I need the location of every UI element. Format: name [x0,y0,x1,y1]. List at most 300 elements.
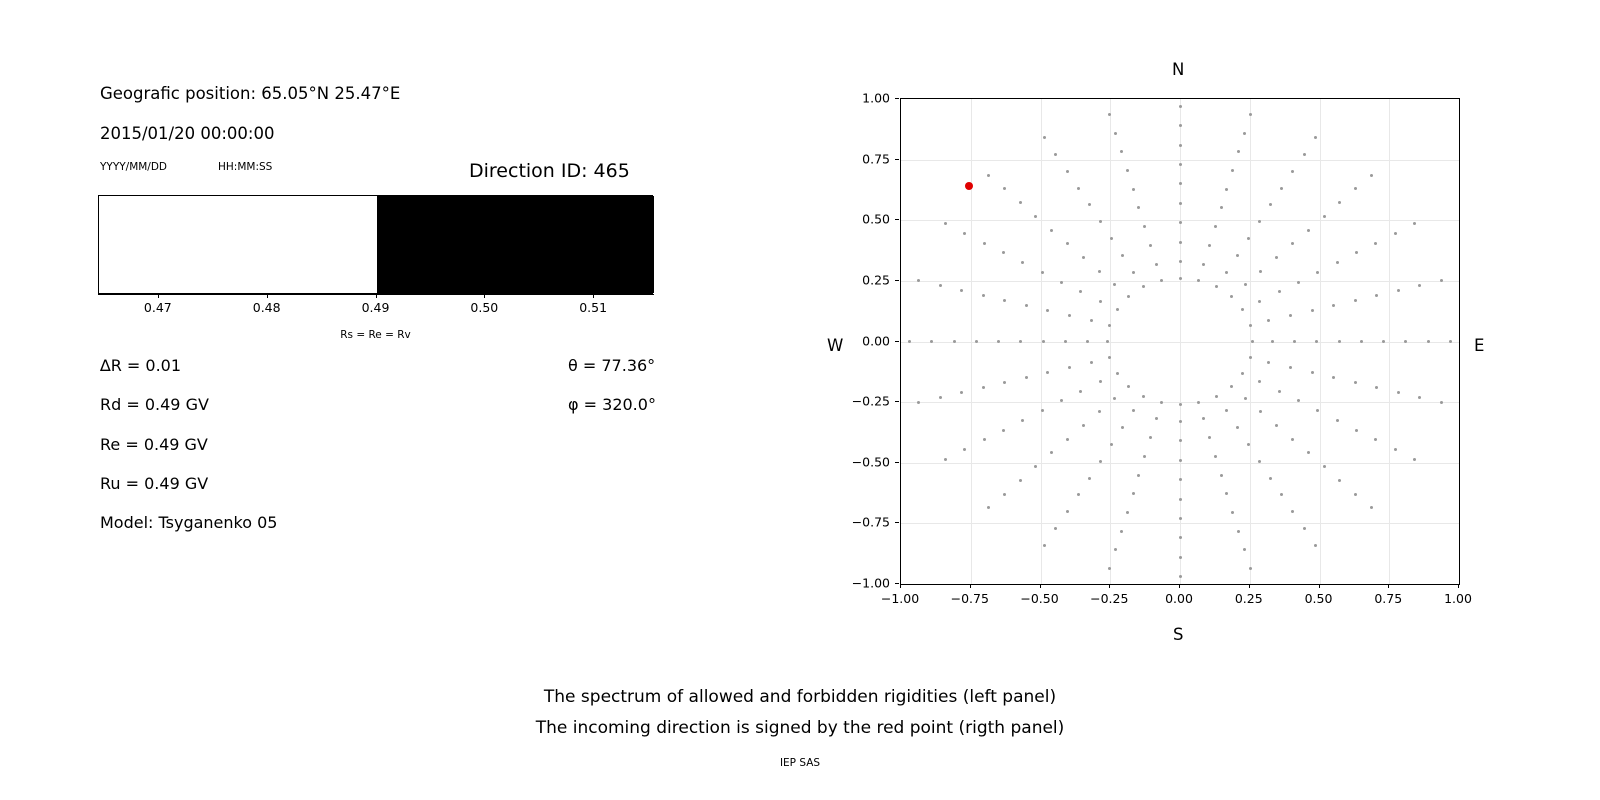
spectrum-tick-label: 0.51 [579,300,608,315]
direction-dot [1269,203,1272,206]
direction-dot [1336,419,1339,422]
spectrum-tick [158,294,159,298]
direction-dot [1354,299,1357,302]
direction-dot [1132,271,1135,274]
direction-dot [963,448,966,451]
direction-dot [1237,150,1240,153]
direction-dot [1046,371,1049,374]
x-axis-tick-label: 0.75 [1374,591,1403,606]
direction-dot [1374,438,1377,441]
direction-dot [1370,506,1373,509]
direction-dot [1243,548,1246,551]
direction-dot [997,340,1000,343]
direction-dot [1225,492,1228,495]
direction-dot [1060,281,1063,284]
direction-dot [1291,170,1294,173]
direction-dot [1202,263,1205,266]
direction-dot [1149,436,1152,439]
direction-dot [1137,474,1140,477]
direction-dot [1079,290,1082,293]
direction-dot [1155,263,1158,266]
direction-dot [963,232,966,235]
x-axis-tick [1179,584,1180,588]
direction-dot [1332,376,1335,379]
direction-dot [1418,396,1421,399]
direction-dot [1249,567,1252,570]
direction-dot [1179,459,1182,462]
direction-dot [1278,290,1281,293]
direction-dot [1197,401,1200,404]
direction-dot [953,340,956,343]
direction-dot [1003,187,1006,190]
direction-dot [1041,409,1044,412]
direction-dot [1120,530,1123,533]
direction-dot [1068,366,1071,369]
geographic-position-label: Geografic position: 65.05°N 25.47°E [100,84,401,103]
spectrum-tick-label: 0.49 [361,300,390,315]
direction-dot [1179,575,1182,578]
x-axis-tick-label: −0.25 [1090,591,1129,606]
direction-dot [1179,420,1182,423]
direction-dot [1042,340,1045,343]
re-value: Re = 0.49 GV [100,435,208,454]
direction-dot [1289,366,1292,369]
direction-dot [1338,340,1341,343]
direction-dot [1064,340,1067,343]
direction-dot [1220,206,1223,209]
direction-dot [1106,340,1109,343]
grid-line-horizontal [901,160,1459,161]
direction-dot [1132,188,1135,191]
spectrum-tick-label: 0.47 [143,300,172,315]
direction-dot [1179,241,1182,244]
y-axis-tick-label: −1.00 [851,575,890,591]
direction-dot [987,506,990,509]
y-axis-tick-label: −0.50 [851,454,890,470]
datetime-label: 2015/01/20 00:00:00 [100,124,275,143]
direction-dot [1230,295,1233,298]
direction-dot [1054,153,1057,156]
direction-dot [1021,261,1024,264]
spectrum-tick [267,294,268,298]
y-axis-tick-label: 0.75 [862,151,890,167]
direction-dot [1132,409,1135,412]
direction-dot [908,340,911,343]
direction-dot [944,222,947,225]
y-axis-tick [895,98,899,99]
direction-dot [1066,510,1069,513]
direction-map-panel [900,98,1460,585]
direction-dot [1258,220,1261,223]
direction-dot [1269,477,1272,480]
direction-dot [1110,237,1113,240]
direction-dot [1280,493,1283,496]
direction-dot [1179,105,1182,108]
direction-dot [975,340,978,343]
direction-dot [1311,309,1314,312]
y-axis-tick-label: 0.00 [862,333,890,348]
direction-dot [1003,493,1006,496]
direction-dot [1370,174,1373,177]
direction-dot [1338,201,1341,204]
direction-dot [1311,371,1314,374]
direction-dot [1247,237,1250,240]
y-axis-tick-label: 0.25 [862,272,890,288]
direction-dot [1099,220,1102,223]
direction-dot [1297,281,1300,284]
x-axis-tick [1109,584,1110,588]
direction-dot [1086,340,1089,343]
direction-dot [1303,153,1306,156]
x-axis-tick-label: 0.00 [1165,591,1193,606]
direction-dot [1114,132,1117,135]
x-axis-tick [1040,584,1041,588]
direction-dot [1231,169,1234,172]
direction-dot [1249,356,1252,359]
direction-dot [1160,401,1163,404]
direction-dot [1275,424,1278,427]
direction-dot [1046,309,1049,312]
theta-value: θ = 77.36° [568,356,656,375]
direction-dot [1142,285,1145,288]
direction-dot [1303,527,1306,530]
direction-dot [1427,340,1430,343]
direction-dot [1225,271,1228,274]
direction-dot [1332,304,1335,307]
direction-dot [1307,451,1310,454]
x-axis-tick [1388,584,1389,588]
y-axis-tick-label: −0.75 [851,514,890,530]
direction-dot [960,391,963,394]
direction-dot [1179,556,1182,559]
direction-dot [1098,270,1101,273]
direction-dot [1314,544,1317,547]
spectrum-axis-label: Rs = Re = Rv [340,329,411,341]
x-axis-tick [1319,584,1320,588]
x-axis-tick [1249,584,1250,588]
direction-dot [1355,429,1358,432]
direction-dot [1082,256,1085,259]
direction-dot [1179,221,1182,224]
direction-dot [1126,511,1129,514]
direction-dot [1336,261,1339,264]
direction-dot [1120,150,1123,153]
direction-dot [1066,170,1069,173]
direction-dot [944,458,947,461]
direction-dot [1449,340,1452,343]
direction-dot [1249,113,1252,116]
date-format-hint: YYYY/MM/DD [100,161,168,173]
x-axis-tick-label: 1.00 [1444,591,1472,606]
direction-dot [1354,493,1357,496]
caption-line-1: The spectrum of allowed and forbidden rigidities (left panel) [543,687,1057,707]
direction-dot [1050,229,1053,232]
direction-dot [1375,386,1378,389]
direction-dot [1110,443,1113,446]
direction-dot [1258,460,1261,463]
rd-value: Rd = 0.49 GV [100,395,209,414]
model-value: Model: Tsyganenko 05 [100,513,278,532]
y-axis-tick [895,341,899,342]
direction-dot [939,396,942,399]
direction-dot [1126,169,1129,172]
direction-dot [1090,319,1093,322]
direction-dot [982,386,985,389]
direction-dot [1143,455,1146,458]
direction-dot [1315,340,1318,343]
direction-dot [1077,187,1080,190]
direction-dot [917,401,920,404]
direction-dot [1382,340,1385,343]
direction-dot [1249,324,1252,327]
time-format-hint: HH:MM:SS [218,161,273,173]
direction-dot [1160,279,1163,282]
direction-dot [1019,201,1022,204]
x-axis-tick-label: 0.50 [1304,591,1333,606]
direction-dot [1338,479,1341,482]
direction-dot [1293,340,1296,343]
direction-dot [1251,340,1254,343]
spectrum-segment-allowed [99,196,377,293]
spectrum-tick-label: 0.48 [252,300,281,315]
y-axis-tick [895,522,899,523]
direction-dot [1113,283,1116,286]
y-axis-tick-label: 1.00 [862,90,890,106]
direction-dot [1099,380,1102,383]
direction-dot [1088,203,1091,206]
direction-dot [1397,391,1400,394]
direction-dot [1043,544,1046,547]
direction-dot [1244,397,1247,400]
direction-dot [1082,424,1085,427]
direction-dot [1214,455,1217,458]
direction-dot [1214,225,1217,228]
direction-dot [1202,417,1205,420]
direction-dot [1143,225,1146,228]
direction-dot [1394,448,1397,451]
direction-dot [1137,206,1140,209]
direction-dot [1025,376,1028,379]
caption-line-2: The incoming direction is signed by the red point (rigth panel) [535,718,1065,738]
rigidity-spectrum-panel [0,0,760,660]
x-axis-tick-label: −0.50 [1020,591,1059,606]
direction-dot [1440,279,1443,282]
direction-dot [1034,215,1037,218]
direction-dot [1267,361,1270,364]
direction-dot [1230,385,1233,388]
compass-east-label: E [1474,336,1485,355]
x-axis-tick [970,584,971,588]
direction-dot [1413,458,1416,461]
direction-dot [1215,395,1218,398]
direction-dot [1155,417,1158,420]
direction-dot [1179,498,1182,501]
direction-dot [1307,229,1310,232]
direction-dot [1066,438,1069,441]
direction-dot [1127,295,1130,298]
direction-dot [1003,381,1006,384]
spectrum-tick [376,294,377,298]
direction-dot [982,294,985,297]
direction-dot [1259,270,1262,273]
direction-dot [1314,136,1317,139]
delta-r-value: ∆R = 0.01 [100,356,182,375]
compass-west-label: W [827,336,844,355]
direction-dot [1079,390,1082,393]
direction-dot [1179,439,1182,442]
y-axis-tick-label: −0.25 [851,393,890,409]
y-axis-tick-label: 0.50 [862,211,890,227]
direction-dot [1054,527,1057,530]
direction-dot [1241,308,1244,311]
direction-dot [1179,517,1182,520]
direction-dot [1142,395,1145,398]
direction-dot [1258,380,1261,383]
direction-dot [1132,492,1135,495]
direction-dot [1179,403,1182,406]
direction-dot [1179,144,1182,147]
direction-dot [1002,429,1005,432]
direction-dot [1066,242,1069,245]
ru-value: Ru = 0.49 GV [100,474,209,493]
direction-dot [1208,436,1211,439]
direction-dot [1225,409,1228,412]
direction-dot [1440,401,1443,404]
direction-dot [1397,289,1400,292]
direction-dot [1360,340,1363,343]
direction-dot [1394,232,1397,235]
direction-id-label: Direction ID: 465 [469,160,630,182]
direction-dot [1236,426,1239,429]
direction-dot [983,242,986,245]
y-axis-tick [895,401,899,402]
direction-dot [1220,474,1223,477]
direction-dot [1208,244,1211,247]
direction-dot [1068,314,1071,317]
spectrum-tick [484,294,485,298]
direction-dot [1114,548,1117,551]
direction-dot [1243,132,1246,135]
direction-dot [1258,300,1261,303]
direction-dot [1179,182,1182,185]
x-axis-tick-label: −0.75 [950,591,989,606]
direction-dot [1099,460,1102,463]
x-axis-tick-label: 0.25 [1234,591,1263,606]
y-axis-tick [895,219,899,220]
direction-dot [1271,340,1274,343]
direction-dot [1289,314,1292,317]
direction-dot [1215,285,1218,288]
spectrum-tick-label: 0.50 [470,300,499,315]
grid-line-horizontal [901,342,1459,343]
direction-dot [1291,242,1294,245]
direction-dot [1050,451,1053,454]
direction-dot [1179,277,1182,280]
direction-dot [1121,254,1124,257]
direction-dot [1179,478,1182,481]
direction-dot [1121,426,1124,429]
direction-dot [1259,410,1262,413]
direction-dot [1077,493,1080,496]
direction-dot [930,340,933,343]
direction-dot [1116,372,1119,375]
direction-dot [1231,511,1234,514]
grid-line-horizontal [901,281,1459,282]
compass-south-label: S [1173,625,1184,644]
direction-dot [1291,510,1294,513]
direction-dot [1179,260,1182,263]
spectrum-bar [98,195,653,294]
direction-dot [1323,215,1326,218]
x-axis-tick [1458,584,1459,588]
x-axis-tick-label: −1.00 [880,591,920,606]
direction-dot [1034,465,1037,468]
direction-dot [1116,308,1119,311]
direction-dot [983,438,986,441]
y-axis-tick [895,462,899,463]
direction-dot [1179,202,1182,205]
y-axis-tick [895,583,899,584]
direction-dot [1149,244,1152,247]
phi-value: φ = 320.0° [568,395,656,414]
direction-dot [1098,410,1101,413]
direction-dot [1021,419,1024,422]
direction-dot [1043,136,1046,139]
direction-dot [1354,381,1357,384]
grid-line-horizontal [901,523,1459,524]
direction-dot [1179,536,1182,539]
spectrum-segment-forbidden [377,196,655,293]
direction-dot [1090,361,1093,364]
direction-dot [1244,283,1247,286]
direction-dot [1323,465,1326,468]
spectrum-tick [593,294,594,298]
direction-dot [1127,385,1130,388]
direction-dot [1267,319,1270,322]
direction-dot [1002,251,1005,254]
y-axis-tick [895,159,899,160]
direction-dot [1041,271,1044,274]
direction-dot [1113,397,1116,400]
direction-dot [1374,242,1377,245]
direction-dot [1003,299,1006,302]
direction-dot [1413,222,1416,225]
direction-dot [1275,256,1278,259]
direction-dot [1375,294,1378,297]
direction-dot [1291,438,1294,441]
direction-dot [1236,254,1239,257]
direction-dot [1241,372,1244,375]
direction-dot [1179,124,1182,127]
direction-dot [1418,284,1421,287]
direction-dot [939,284,942,287]
compass-north-label: N [1172,60,1185,79]
direction-dot [1019,479,1022,482]
selected-direction-marker[interactable] [965,182,973,190]
direction-dot [960,289,963,292]
direction-dot [1354,187,1357,190]
direction-dot [1099,300,1102,303]
footer-credit: IEP SAS [779,757,821,769]
direction-dot [1179,163,1182,166]
direction-dot [1237,530,1240,533]
direction-dot [1247,443,1250,446]
grid-line-horizontal [901,463,1459,464]
y-axis-tick [895,280,899,281]
direction-dot [1355,251,1358,254]
direction-dot [1280,187,1283,190]
direction-dot [1025,304,1028,307]
